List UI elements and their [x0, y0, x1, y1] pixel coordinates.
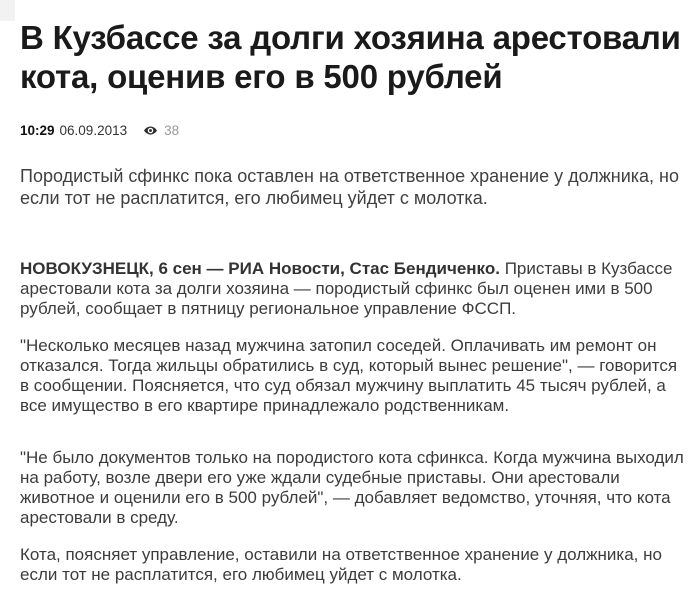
article-body — [20, 259, 690, 585]
article-meta — [20, 122, 690, 138]
publish-date: 06.09.2013 — [59, 122, 128, 138]
views-count: 38 — [164, 122, 180, 138]
paragraph-text: Приставы в Кузбассе арестовали кота за долги хозяина — породистый сфинкс был оценен ими в 500 рублей, сообщает в пятницу региональное управление ФССП. — [20, 259, 673, 318]
dateline-source: НОВОКУЗНЕЦК, 6 сен — РИА Новости, Стас Бендиченко. — [20, 259, 500, 278]
article-container — [0, 18, 700, 585]
paragraph: "Несколько месяцев назад мужчина затопил соседей. Оплачивать им ремонт он отказался. Тогда жильцы обратились в суд, который вынес решение", — говорится в сообщении. Поясняется, что суд обязал мужчину выплатить 45 тысяч рублей, а все имущество в его квартире принадлежало родственникам. — [20, 336, 678, 415]
article-lead: Породистый сфинкс пока оставлен на ответственное хранение у должника, но если тот не расплатится, его любимец уйдет с молотка. — [20, 166, 679, 208]
eye-icon — [143, 123, 158, 138]
paragraph: Кота, поясняет управление, оставили на ответственное хранение у должника, но если тот не расплатится, его любимец уйдет с молотка. — [20, 545, 662, 584]
paragraph-dateline — [20, 259, 690, 319]
views-counter — [143, 123, 179, 138]
paragraph: "Не было документов только на породистого кота сфинкса. Когда мужчина выходил на работу, возле двери его уже ждали судебные приставы. Они арестовали животное и оценили его в 500 рублей", — добавляет ведомство, уточняя, что кота арестовали в среду. — [20, 448, 684, 527]
publish-time: 10:29 — [20, 122, 55, 138]
article-title: В Кузбассе за долги хозяина арестовали кота, оценив его в 500 рублей — [20, 19, 681, 95]
